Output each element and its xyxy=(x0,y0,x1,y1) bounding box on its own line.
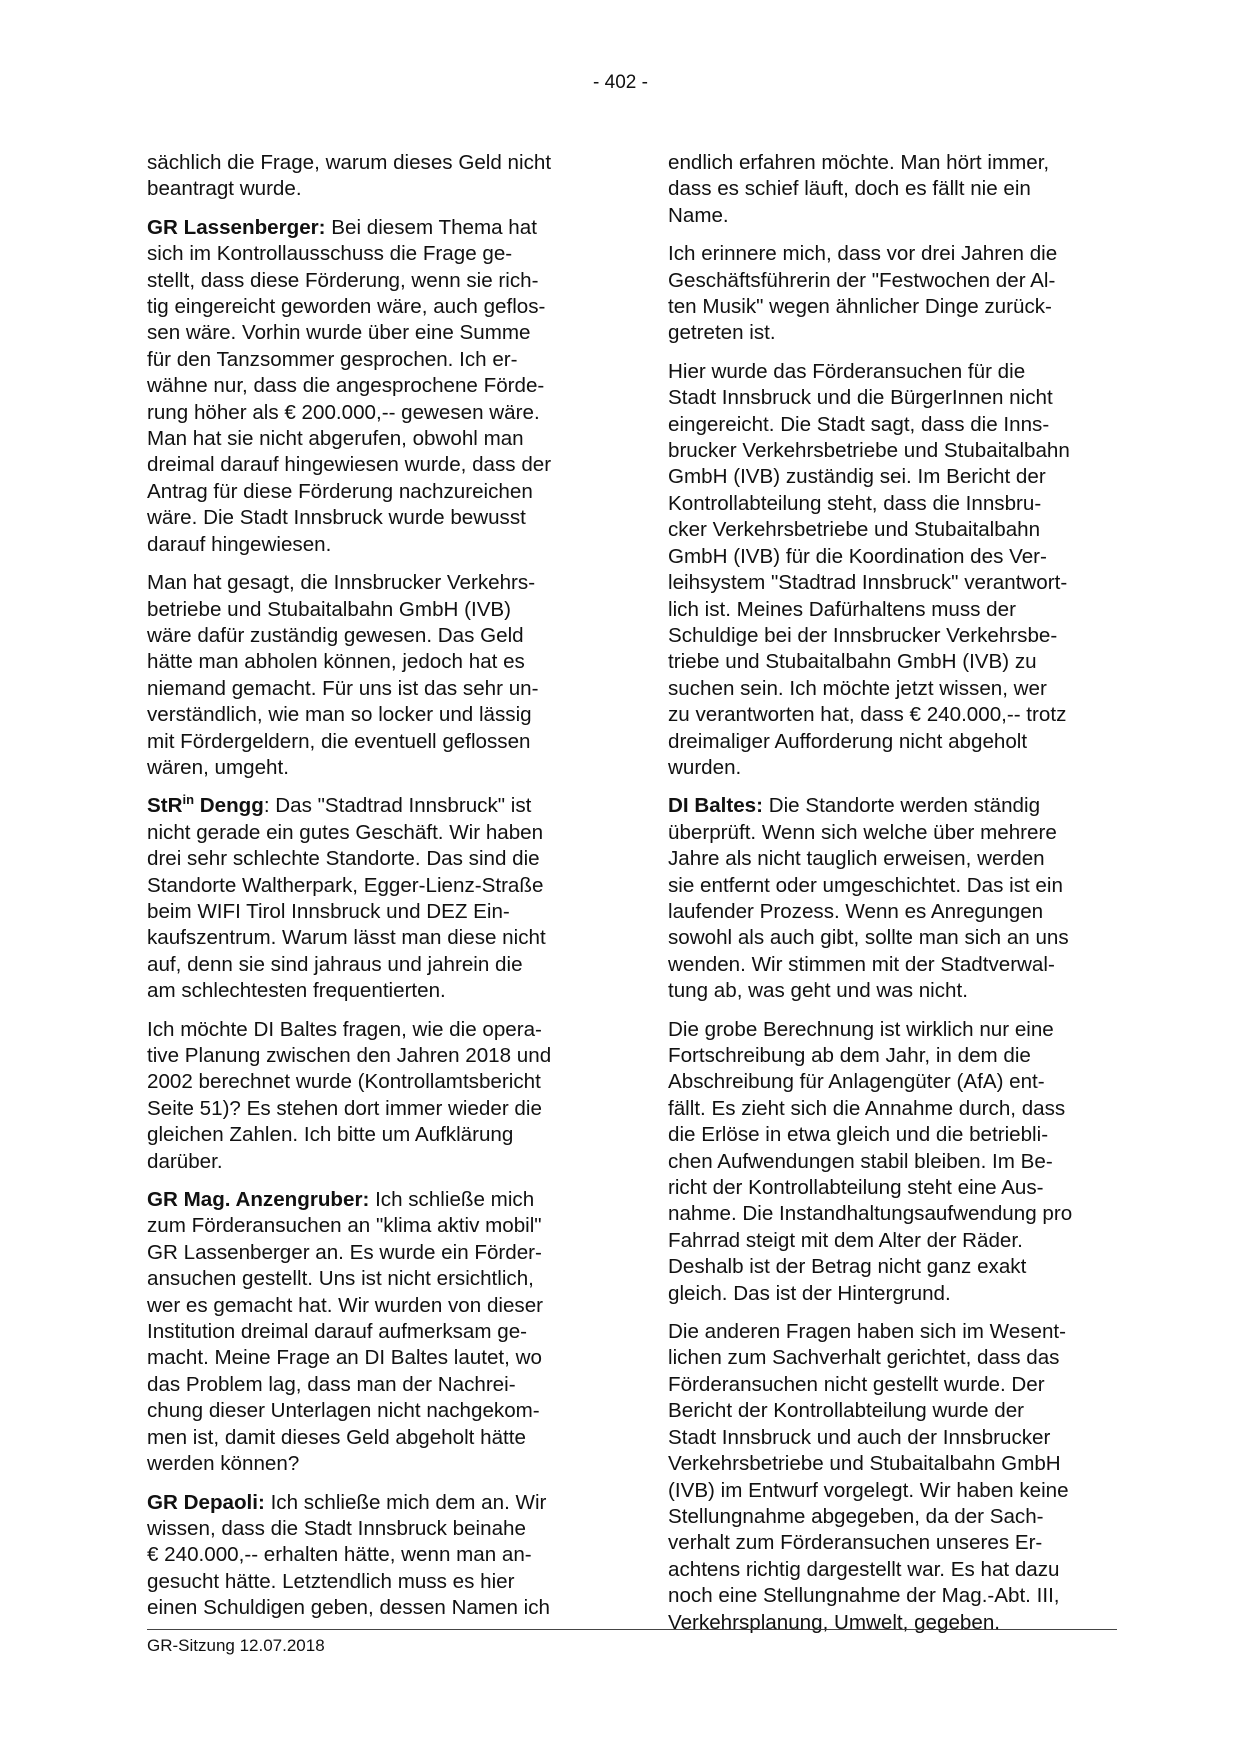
paragraph-text: Die grobe Berechnung ist wirklich nur eine Fortschreibung ab dem Jahr, in dem die Abschreibung für Anlagengüter (AfA) ent- fällt. Es zieht sich die Annahme durch, dass die Erlöse in etwa gleich und die betriebli- chen Aufwendungen stabil bleiben. Im Be- richt der Kontrollabteilung steht eine Aus- nahme. Die Instandhaltungsaufwendung pro Fahrrad steigt mit dem Alter der Räder. Deshalb ist der Betrag nicht ganz exakt gleich. Das ist der Hintergrund. xyxy=(668,1017,1073,1305)
paragraph-text: Hier wurde das Förderansuchen für die Stadt Innsbruck und die BürgerInnen nicht eingereicht. Die Stadt sagt, dass die Inns- brucker Verkehrsbetriebe und Stubaitalbahn GmbH (IVB) zuständig sei. Im Bericht der Kontrollabteilung steht, dass die Innsbru- cker Verkehrsbetriebe und Stubaitalbahn GmbH (IVB) für die Koordination des Ver- leihsystem "Stadtrad Innsbruck" verantwort- lich ist. Meines Dafürhaltens muss der Schuldige bei der Innsbrucker Verkehrsbe- triebe und Stubaitalbahn GmbH (IVB) zu suchen sein. Ich möchte jetzt wissen, wer zu verantworten hat, dass € 240.000,-- trotz dreimaliger Aufforderung nicht abgeholt wurden. xyxy=(668,359,1070,779)
speaker-name: DI Baltes: xyxy=(668,794,763,818)
paragraph-text: : Das "Stadtrad Innsbruck" ist nicht gerade ein gutes Geschäft. Wir haben drei sehr schlechte Standorte. Das sind die Standorte Waltherpark, Egger-Lienz-Straße beim WIFI Tirol Innsbruck und DEZ Ein- kaufszentrum. Warum lässt man diese nicht auf, denn sie sind jahraus und jahrein die am schlechtesten frequentierten. xyxy=(147,794,546,1003)
paragraph xyxy=(147,215,602,558)
speaker-title-superscript: in xyxy=(182,792,195,808)
speaker-name-rest: Dengg xyxy=(194,794,264,818)
paragraph-text: endlich erfahren möchte. Man hört immer, dass es schief läuft, doch es fällt nie ein Name. xyxy=(668,151,1050,227)
paragraph xyxy=(668,1319,1123,1636)
paragraph xyxy=(147,570,602,781)
page-number: - 402 - xyxy=(593,72,648,93)
speaker-name: GR Mag. Anzengruber: xyxy=(147,1188,370,1212)
paragraph xyxy=(147,793,602,1004)
speaker-name: GR Depaoli: xyxy=(147,1490,265,1514)
paragraph xyxy=(668,793,1123,1004)
paragraph xyxy=(668,241,1123,347)
paragraph-text: Ich schließe mich dem an. Wir wissen, dass die Stadt Innsbruck beinahe € 240.000,-- erhalten hätte, wenn man an- gesucht hätte. Letztendlich muss es hier einen Schuldigen geben, dessen Namen ich xyxy=(147,1490,551,1620)
speaker-name: GR Lassenberger: xyxy=(147,215,326,239)
footer-session-date: GR-Sitzung 12.07.2018 xyxy=(147,1636,325,1655)
paragraph-text: Die Standorte werden ständig überprüft. Wenn sich welche über mehrere Jahre als nicht tauglich erweisen, werden sie entfernt oder umgeschichtet. Das ist ein laufender Prozess. Wenn es Anregungen sowohl als auch gibt, sollte man sich an uns wenden. Wir stimmen mit der Stadtverwal- tung ab, was geht und was nicht. xyxy=(668,794,1069,1003)
left-column xyxy=(147,150,602,1634)
paragraph xyxy=(147,1017,602,1175)
paragraph xyxy=(147,1187,602,1477)
paragraph-text: sächlich die Frage, warum dieses Geld nicht beantragt wurde. xyxy=(147,151,552,201)
paragraph-text: Man hat gesagt, die Innsbrucker Verkehrs- betriebe und Stubaitalbahn GmbH (IVB) wäre dafür zuständig gewesen. Das Geld hätte man abholen können, jedoch hat es niemand gemacht. Für uns ist das sehr un- verständlich, wie man so locker und lässig mit Fördergeldern, die eventuell geflossen wären, umgeht. xyxy=(147,571,539,779)
footer-divider xyxy=(147,1629,1117,1630)
paragraph-text: Bei diesem Thema hat sich im Kontrollausschuss die Frage ge- stellt, dass diese Förderung, wenn sie rich- tig eingereicht geworden wäre, auch geflos- sen wäre. Vorhin wurde über eine Summe für den Tanzsommer gesprochen. Ich er- wähne nur, dass die angesprochene Förde- rung höher als € 200.000,-- gewesen wäre. Man hat sie nicht abgerufen, obwohl man dreimal darauf hingewiesen wurde, dass der Antrag für diese Förderung nachzureichen wäre. Die Stadt Innsbruck wurde bewusst darauf hingewiesen. xyxy=(147,215,552,556)
paragraph xyxy=(668,150,1123,229)
paragraph-text: Ich erinnere mich, dass vor drei Jahren die Geschäftsführerin der "Festwochen der Al- ten Musik" wegen ähnlicher Dinge zurück- getreten ist. xyxy=(668,242,1058,345)
paragraph-text: Ich möchte DI Baltes fragen, wie die opera- tive Planung zwischen den Jahren 2018 und 2002 berechnet wurde (Kontrollamtsbericht Seite 51)? Es stehen dort immer wieder die gleichen Zahlen. Ich bitte um Aufklärung darüber. xyxy=(147,1017,552,1173)
paragraph xyxy=(147,150,602,203)
paragraph xyxy=(668,1017,1123,1307)
right-column xyxy=(668,150,1123,1648)
paragraph-text: Die anderen Fragen haben sich im Wesent- lichen zum Sachverhalt gerichtet, dass das Förderansuchen nicht gestellt wurde. Der Bericht der Kontrollabteilung wurde der Stadt Innsbruck und auch der Innsbrucker Verkehrsbetriebe und Stubaitalbahn GmbH (IVB) im Entwurf vorgelegt. Wir haben keine Stellungnahme abgegeben, da der Sach- verhalt zum Förderansuchen unseres Er- achtens richtig dargestellt war. Es hat dazu noch eine Stellungnahme der Mag.-Abt. III, Verkehrsplanung, Umwelt, gegeben. xyxy=(668,1320,1069,1634)
paragraph-text: Ich schließe mich zum Förderansuchen an "klima aktiv mobil" GR Lassenberger an. Es wurde ein Förder- ansuchen gestellt. Uns ist nicht ersichtlich, wer es gemacht hat. Wir wurden von dieser Institution dreimal darauf aufmerksam ge- macht. Meine Frage an DI Baltes lautet, wo das Problem lag, dass man der Nachrei- chung dieser Unterlagen nicht nachgekom- men ist, damit dieses Geld abgeholt hätte werden können? xyxy=(147,1188,544,1476)
paragraph xyxy=(147,1490,602,1622)
paragraph xyxy=(668,359,1123,782)
speaker-name: StR xyxy=(147,794,183,818)
